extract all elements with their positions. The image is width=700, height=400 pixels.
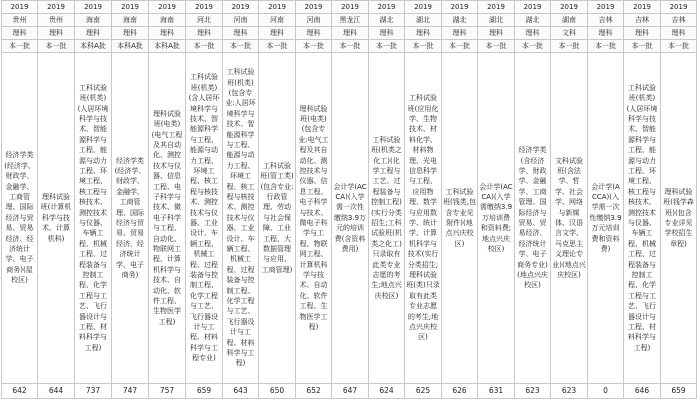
province-cell: 湖南 <box>551 14 588 27</box>
year-row <box>2 1 697 14</box>
subject-row <box>2 27 697 40</box>
year-cell: 2019 <box>551 1 588 14</box>
major-description-cell: 工科试验班(钱类,包含专业见附件)(地点兴庆校区) <box>442 53 478 384</box>
min-score-cell: 623 <box>515 384 551 399</box>
major-description-cell: 工科试验班(机类)(含人居环境科学与技术、智能源科学与工程、能源与动力工程、环境工程、核工程与核技术、测控技术与仪器、工业设计、车辆工程、机械工程、过程装备与控制工程、化学工程与工艺、飞行器设计与工程、材料科学与工程专业) <box>186 53 223 384</box>
admission-scores-table <box>1 0 697 399</box>
min-score-cell: 652 <box>296 384 332 399</box>
batch-cell: 本一批 <box>259 40 296 53</box>
major-description-cell: 经济学类(含经济学、财政学、金融学、工商管理、国际经济与贸易、贸易经济、经济统计学、电子商务专业)(地点兴庆校区) <box>515 53 551 384</box>
province-cell: 湖北 <box>369 14 405 27</box>
province-cell: 湖北 <box>478 14 515 27</box>
year-cell: 2019 <box>75 1 112 14</box>
major-description-cell: 会计学(ACCA)(入学需缴纳3.9万培训费和资料费;地点兴庆校区) <box>478 53 515 384</box>
province-cell: 贵州 <box>38 14 75 27</box>
subject-cell: 理科 <box>369 27 405 40</box>
batch-cell: 本一批 <box>478 40 515 53</box>
min-score-cell: 646 <box>624 384 661 399</box>
province-cell: 海南 <box>149 14 186 27</box>
year-cell: 2019 <box>369 1 405 14</box>
year-cell: 2019 <box>515 1 551 14</box>
min-score-cell: 0 <box>588 384 624 399</box>
subject-cell: 理科 <box>332 27 369 40</box>
min-score-cell: 626 <box>442 384 478 399</box>
min-score-cell: 650 <box>259 384 296 399</box>
year-cell: 2019 <box>223 1 259 14</box>
province-cell: 河南 <box>223 14 259 27</box>
major-description-cell: 工科试验班(管工类)(包含专业:行政管理、劳动与社会保障、工业工程、大数据管理与应用、工商管理) <box>259 53 296 384</box>
year-cell: 2019 <box>405 1 442 14</box>
subject-cell: 理科 <box>515 27 551 40</box>
subject-cell: 理科 <box>405 27 442 40</box>
subject-cell: 理科 <box>75 27 112 40</box>
year-cell: 2019 <box>112 1 149 14</box>
major-description-cell: 工科试验班(机类)(人居环境科学与技术、智能源科学与工程、能源与动力工程、环境工程、核工程与核技术、测控技术与仪器、车辆工程、机械工程、过程装备与控制工程、化学工程与工艺、飞行器设计与工程、材料科学与工程) <box>75 53 112 384</box>
batch-cell: 本一批 <box>661 40 697 53</box>
year-cell: 2019 <box>2 1 38 14</box>
subject-cell: 理科 <box>223 27 259 40</box>
subject-cell: 理科 <box>149 27 186 40</box>
major-description-cell: 理科试验班(钱学森班)(包含专业详见学校招生章程) <box>661 53 697 384</box>
batch-cell: 本科A批 <box>149 40 186 53</box>
year-cell: 2019 <box>442 1 478 14</box>
major-description-cell: 理科试验班(计算机科学与技术、计算机科) <box>38 53 75 384</box>
major-description-cell: 工科试验班(应用化学、生物技术、材料化学、材料物理、光电信息科学与工程、应用物理、数学与应用数学、统计学、计算机科学与技术(实行分类招生;理科试验班(类)只录取有此类专业志愿的考生;地点兴庆校区) <box>405 53 442 384</box>
year-cell: 2019 <box>332 1 369 14</box>
major-description-cell: 会计学(ACCA)(入学需一次性缴纳3.9万元培训费和资料费) <box>588 53 624 384</box>
year-cell: 2019 <box>624 1 661 14</box>
province-cell: 海南 <box>75 14 112 27</box>
year-cell: 2019 <box>588 1 624 14</box>
province-cell: 吉林 <box>588 14 624 27</box>
province-cell: 湖北 <box>442 14 478 27</box>
subject-cell: 理科 <box>478 27 515 40</box>
subject-cell: 理科 <box>259 27 296 40</box>
batch-cell: 本一批 <box>588 40 624 53</box>
province-cell: 吉林 <box>624 14 661 27</box>
min-score-cell: 624 <box>369 384 405 399</box>
batch-row <box>2 40 697 53</box>
major-description-cell: 理科试验班(电类)(包含专业:电气工程及其自动化、测控技术与仪器、信息工程、电子科学与技术、微电子科学与工程、物联网工程、计算机科学与技术、自动化、软件工程、生物医学工程) <box>296 53 332 384</box>
batch-cell: 本科A批 <box>75 40 112 53</box>
major-description-cell: 经济学类(经济学、财政学、金融学、工商管理、国际经济与贸易、贸易经济、经济统计学、电子商务) <box>112 53 149 384</box>
batch-cell: 本一批 <box>38 40 75 53</box>
subject-cell: 理科 <box>588 27 624 40</box>
year-cell: 2019 <box>186 1 223 14</box>
year-cell: 2019 <box>478 1 515 14</box>
major-description-cell: 工科试验班(机类)(包含专业:人居环境科学与技术、智能源科学与工程、能源与动力工程、环境工程、核工程与核技术、测控技术与仪器、工业设计、车辆工程、机械工程、过程装备与控制工程、化学工程与工艺、飞行器设计与工程、材料科学与工程) <box>223 53 259 384</box>
batch-cell: 本一批 <box>2 40 38 53</box>
province-cell: 吉林 <box>661 14 697 27</box>
province-cell: 河南 <box>259 14 296 27</box>
min-score-cell: 659 <box>186 384 223 399</box>
major-description-cell: 经济学类(经济学、财政学、金融学、工商管理、国际经济与贸易、贸易经济、经济统计学、电子商务)(屋校区) <box>2 53 38 384</box>
batch-cell: 本一批 <box>405 40 442 53</box>
subject-cell: 理科 <box>296 27 332 40</box>
batch-cell: 本一批 <box>332 40 369 53</box>
subject-cell: 理科 <box>186 27 223 40</box>
min-score-cell: 659 <box>661 384 697 399</box>
province-cell: 黑龙江 <box>332 14 369 27</box>
batch-cell: 本一批 <box>442 40 478 53</box>
score-row <box>2 384 697 399</box>
province-row <box>2 14 697 27</box>
min-score-cell: 631 <box>478 384 515 399</box>
province-cell: 湖北 <box>405 14 442 27</box>
min-score-cell: 647 <box>332 384 369 399</box>
province-cell: 湖北 <box>515 14 551 27</box>
subject-cell: 理科 <box>624 27 661 40</box>
major-description-cell: 工科试验班(机类之化工)(化学工程与工艺、过程装备与控制工程)(实行分类招生;工科试验班(机类之化工)只录取有此类专业志愿的考生;地点兴庆校区) <box>369 53 405 384</box>
min-score-cell: 747 <box>112 384 149 399</box>
subject-cell: 理科 <box>661 27 697 40</box>
batch-cell: 本一批 <box>551 40 588 53</box>
subject-cell: 理科 <box>2 27 38 40</box>
year-cell: 2019 <box>149 1 186 14</box>
batch-cell: 本一批 <box>223 40 259 53</box>
major-description-cell: 会计学(ACCA)(入学需一次性缴纳3.9万元的培训费(含资料费用) <box>332 53 369 384</box>
batch-cell: 本科A批 <box>112 40 149 53</box>
batch-cell: 本一批 <box>186 40 223 53</box>
major-description-cell: 工科试验班(机类)(人居环境科学与技术、智能源科学与工程、能源与动力工程、环境工程、核工程与核技术、测控技术与仪器、车辆工程、机械工程、过程装备与控制工程、化学工程与工艺、飞行器设计与工程、材料科学与工程) <box>624 53 661 384</box>
batch-cell: 本一批 <box>624 40 661 53</box>
min-score-cell: 643 <box>223 384 259 399</box>
batch-cell: 本一批 <box>296 40 332 53</box>
subject-cell: 文科 <box>551 27 588 40</box>
major-row <box>2 53 697 384</box>
batch-cell: 本一批 <box>369 40 405 53</box>
min-score-cell: 757 <box>149 384 186 399</box>
year-cell: 2019 <box>661 1 697 14</box>
batch-cell: 本一批 <box>515 40 551 53</box>
subject-cell: 理科 <box>112 27 149 40</box>
province-cell: 贵州 <box>2 14 38 27</box>
year-cell: 2019 <box>38 1 75 14</box>
min-score-cell: 642 <box>2 384 38 399</box>
min-score-cell: 644 <box>38 384 75 399</box>
min-score-cell: 625 <box>405 384 442 399</box>
major-description-cell: 文科试验班(含法学、哲学、社会学、网络与新媒体、汉语言文学、马克思主义理论专业)(地点兴庆校区) <box>551 53 588 384</box>
subject-cell: 理科 <box>38 27 75 40</box>
year-cell: 2019 <box>259 1 296 14</box>
province-cell: 河北 <box>186 14 223 27</box>
year-cell: 2019 <box>296 1 332 14</box>
min-score-cell: 623 <box>551 384 588 399</box>
subject-cell: 理科 <box>442 27 478 40</box>
province-cell: 河南 <box>296 14 332 27</box>
province-cell: 海南 <box>112 14 149 27</box>
major-description-cell: 理科试验班(电类)(电气工程及其自动化、测控技术与仪器、信息工程、电子科学与技术、微电子科学与工程、自动化、物联网工程、计算机科学与技术、自动化、软件工程、生物医学工程) <box>149 53 186 384</box>
min-score-cell: 737 <box>75 384 112 399</box>
